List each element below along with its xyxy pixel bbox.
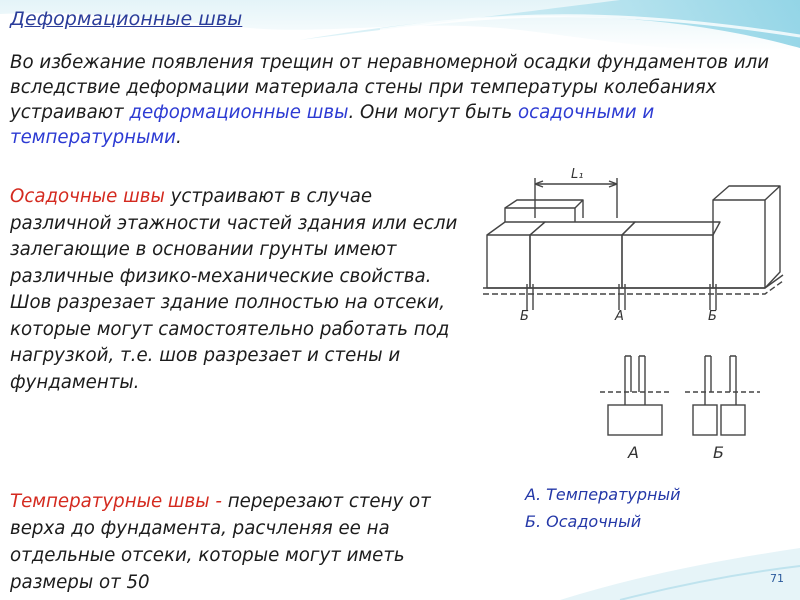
intro-text-2: . Они могут быть bbox=[348, 102, 519, 123]
thermal-joints-text: перерезают стену от верха до фундамента, расчленяя ее на отдельные отсеки, которые могут иметь размеры от 50 bbox=[10, 491, 431, 593]
intro-highlight-joint-types: осадочными и температурными bbox=[10, 102, 655, 148]
intro-paragraph bbox=[10, 50, 790, 150]
detail-label-b: Б bbox=[713, 443, 724, 462]
intro-highlight-deformation-joints: деформационные швы bbox=[129, 102, 349, 123]
dimension-label-l1: L₁ bbox=[571, 167, 584, 182]
intro-text-1: Во избежание появления трещин от неравномерной осадки фундаментов или вследствие деформации материала стены при температуры колебаниях устраивают bbox=[10, 52, 770, 123]
intro-text-3: . bbox=[175, 127, 182, 148]
page-number: 71 bbox=[770, 572, 784, 585]
label-b-right: Б bbox=[708, 309, 717, 324]
settlement-joints-paragraph bbox=[10, 184, 465, 396]
thermal-joints-paragraph bbox=[10, 488, 465, 596]
expansion-joint-drawing bbox=[465, 160, 800, 475]
settlement-joints-term: Осадочные швы bbox=[10, 186, 165, 207]
detail-label-a: А bbox=[628, 443, 639, 462]
label-a-center: А bbox=[615, 309, 624, 324]
label-b-left: Б bbox=[520, 309, 529, 324]
legend-item-thermal: А. Температурный bbox=[525, 485, 681, 504]
legend-item-settlement: Б. Осадочный bbox=[525, 512, 642, 531]
settlement-joints-text: устраивают в случае различной этажности частей здания или если залегающие в основании грунты имеют различные физико-механические свойства. Шов разрезает здание полностью на отсеки, которые могут самостоятельно работать под нагрузкой, т.е. шов разрезает и стены и фундаменты. bbox=[10, 186, 458, 393]
slide-title: Деформационные швы bbox=[10, 8, 243, 30]
thermal-joints-term: Температурные швы - bbox=[10, 491, 222, 512]
